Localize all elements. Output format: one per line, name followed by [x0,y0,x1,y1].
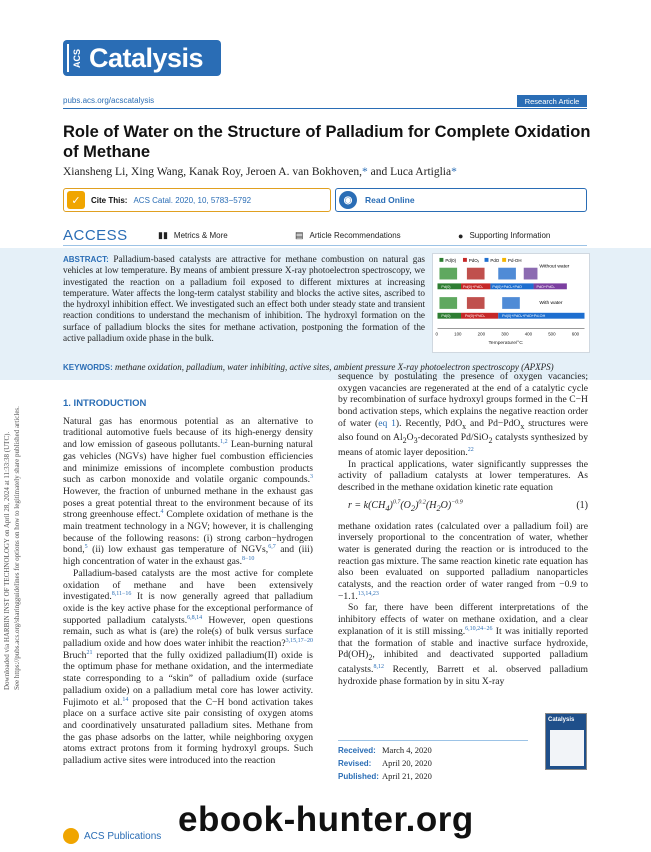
watermark: ebook-hunter.org [178,800,474,839]
keywords-text: methane oxidation, palladium, water inhibiting, active sites, ambient pressure X-ray photoelectron spectroscopy (APXPS) [115,362,554,372]
revised-label: Revised: [338,759,372,768]
rate-equation: $r = k(CH_4)^{0.7}(O_2)^{0.2}(H_2O)^{-0.9}$ (1) [348,499,588,513]
authors-main: Xiansheng Li, Xing Wang, Kanak Roy, Jeroen A. van Bokhoven, [63,166,362,178]
abstract [63,254,425,344]
journal-url[interactable]: pubs.acs.org/acscatalysis [63,96,155,105]
section-heading: 1. INTRODUCTION [63,398,147,409]
toc-row2-blocks [439,297,519,309]
legend-pdox: PdOₓ [468,257,480,263]
toc-axis-ticks [436,331,580,336]
legend-swatch-pd0 [439,258,443,262]
journal-cover-thumbnail[interactable] [545,713,587,770]
toc-tick-1: 100 [454,331,462,337]
logo-name: Catalysis [89,42,204,73]
paragraph: sequence by postulating the presence of oxygen vacancies; oxygen vacancies are regenerated at the end of a catalytic cycle by recombination of surface hydroxyl groups formed in the C−H bond activation steps, which explains the negative reaction order of water (eq 1). Recently, PdO$_x$ and Pd−PdO$_x$ structures were also found on $Al_2O_3$-decorated Pd/SiO$_2$ catalysts synthesized by means of atomic layer deposition.$^{22}$ [338,371,588,459]
toc-without-water: Without water [539,264,570,270]
acs-seal-icon [63,828,79,844]
toc-row1-label-3: PdO+PdOₓ [536,284,555,289]
toc-tick-6: 600 [571,331,580,337]
toc-tick-5: 500 [548,331,556,337]
revised-date: April 20, 2020 [382,758,432,768]
received-label: Received: [338,746,376,755]
legend-swatch-pdo [485,258,489,262]
document-icon: ▤ [295,230,304,240]
publisher-name: ACS Publications [84,830,162,842]
corresponding-mark[interactable]: * [361,166,368,178]
info-circle-icon: ● [458,230,464,241]
dates-rule [338,740,528,741]
supporting-label: Supporting Information [469,231,551,240]
toc-legend [439,258,521,263]
recommendations-link[interactable] [295,230,401,241]
cover-image [550,730,584,766]
citation-reference[interactable]: ACS Catal. 2020, 10, 5783−5792 [133,195,252,205]
corresponding-mark-2[interactable]: * [451,166,457,178]
paragraph: In practical applications, water significantly suppresses the activity of palladium catalysts at lower temperatures. As described in the methane oxidation kinetic rate equation [338,458,588,494]
globe-icon: ◉ [339,191,357,209]
toc-row2-label-1: Pd(0)+PdOₓ [464,314,485,319]
toc-row1-label-0: Pd(0) [441,284,451,289]
legend-swatch-pdoh [502,258,506,262]
logo-acs: ACS [67,44,85,72]
legend-swatch-pdox [463,258,467,262]
legend-pdoh: Pd-OH [508,257,522,263]
toc-tick-0: 0 [435,331,438,337]
published-date: April 21, 2020 [382,771,432,781]
left-column [63,398,313,767]
download-note-line1: Downloaded via HARBIN INST OF TECHNOLOGY on April 28, 2024 at 11:33:38 (UTC). [3,431,11,690]
published-label: Published: [338,772,379,781]
paragraph: methane oxidation rates (calculated over a palladium foil) are inversely proportional to the concentration of water, whether water is generated during the reaction or is introduced to the reaction gas mixture. The same reaction kinetic rate equation has also been evaluated on supported palladium nanoparticles catalysts, and the reaction order of water ranged from −0.9 to −1.1.$^{13,14,23}$ [338,520,588,602]
article-type-badge: Research Article [517,95,587,107]
toc-tick-3: 300 [501,331,509,337]
toc-axis-label: Temperature/°C [488,341,523,347]
metrics-link[interactable] [158,230,228,241]
toc-row1-blocks [439,268,537,280]
cite-this-box[interactable] [63,188,331,212]
toc-tick-2: 200 [477,331,486,337]
check-icon: ✓ [67,191,85,209]
paragraph: Palladium-based catalysts are the most active for complete oxidation of methane and have been extensively investigated.$^{8,11-16}$ It is now generally agreed that palladium oxide is the key active phase for the exceptional performance of supported palladium catalysts.$^{6,8,14}$ However, open questions remain, such as what is (are) the role(s) of bulk versus surface palladium oxide and how does water inhibit the reaction?$^{3,15,17-20}$ Bruch$^{21}$ reported that the fully oxidized palladium(II) oxide is the optimum phase for methane oxidation, and the intermediate state corresponding to a “skin” of palladium oxide (surface palladium oxide) on a palladium metal core has lower activity. Fujimoto et al.$^{14}$ proposed that the C−H bond activation takes place on a surface active site pair consisting of oxygen atoms and coordinatively unsaturated palladium sites. Methane from the gas phase adsorbs on the latter, while neighboring oxygen atoms extract protons from it forming hydroxyl groups. Such palladium active sites were introduced into the reaction [63,567,313,767]
abstract-text: Palladium-based catalysts are attractive for methane combustion on natural gas vehicles at low temperature. By means of ambient pressure X-ray photoelectron spectroscopy, we investigated the reaction on a palladium foil exposed to different mixtures at increasing temperature. Water affects the long-term catalyst stability and blocks the active sites, ascribed to the hydroxyl inhibition effect. We investigated such an effect both under steady state and transient reaction conditions to understand the mechanism of inhibition. The hydroxyl formation on the surface of palladium blocks the sites for methane activation, postponing the formation of the active palladium oxide phase in the bulk. [63,254,425,344]
toc-row1-labels [438,283,567,289]
header-rule [63,108,587,109]
cover-title: Catalysis [548,717,575,723]
author-list [63,166,457,178]
legend-pd0: Pd(0) [445,257,457,263]
toc-row2-label-0: Pd(0) [441,314,451,319]
recommendations-label: Article Recommendations [309,231,401,240]
download-note-line2: See https://pubs.acs.org/sharingguidelines for options on how to legitimately share published articles. [13,406,21,690]
article-title: Role of Water on the Structure of Palladium for Complete Oxidation of Methane [63,123,591,161]
cite-label: Cite This: [91,195,128,205]
keywords-label: KEYWORDS: [63,363,113,372]
bar-chart-icon: ▮▮ [158,230,168,240]
legend-pdo: PdO [490,257,500,263]
toc-tick-4: 400 [524,331,533,337]
toc-row1-label-2: Pd(0)+PdOₓ+PdO [492,284,522,289]
toc-with-water: With water [539,300,563,306]
paragraph: So far, there have been different interpretations of the inhibitory effects of water on methane oxidation, and a clear explanation of it is still missing.$^{6,10,24-26}$ It was initially reported that the formation of stable and inactive surface hydroxide, $Pd(OH)_2$, inhibited and deactivated supported palladium catalysts.$^{8,12}$ Recently, Barrett et al. observed palladium hydroxide phase formation by in situ X-ray [338,602,588,687]
authors-tail: and Luca Artiglia [367,166,452,178]
supporting-info-link[interactable] [458,231,550,241]
toc-graphic[interactable] [432,253,590,353]
toc-row2-label-2: Pd(0)+PdOₓ+PdO+Pd-OH [502,314,546,319]
publisher-logo[interactable] [63,828,161,844]
received-date: March 4, 2020 [382,745,432,755]
journal-logo[interactable] [63,40,221,76]
read-online-label: Read Online [365,195,415,205]
paragraph: Natural gas has enormous potential as an alternative to traditional automotive fuels because of its high-energy density and low emission of gaseous pollutants.$^{1,2}$ Lean-burning natural gas vehicles (NGVs) have higher fuel combustion efficiencies and minimize emissions of incomplete combustion products such as carbon monoxide and volatile organic compounds.$^3$ However, the fraction of unburned methane in the exhaust gas poses a great potential threat to the environment because of its strong greenhouse effect.$^4$ Complete oxidation of methane is the main treatment technology in a NGV; however, it is challenging because of the following reasons: (i) strong carbon−hydrogen bond,$^5$ (ii) low exhaust gas temperature of NGVs,$^{6,7}$ and (iii) high concentration of water in the exhaust gas.$^{8-10}$ [63,415,314,568]
toc-row2-labels [438,313,585,319]
abstract-label: ABSTRACT: [63,255,109,264]
metrics-label: Metrics & More [173,231,228,240]
article-dates [338,744,528,783]
toc-row1-label-1: Pd(0)+PdOₓ [462,284,483,289]
access-label: ACCESS [63,227,128,244]
right-column [338,371,588,687]
read-online-button[interactable] [335,188,587,212]
access-bar [63,226,587,246]
